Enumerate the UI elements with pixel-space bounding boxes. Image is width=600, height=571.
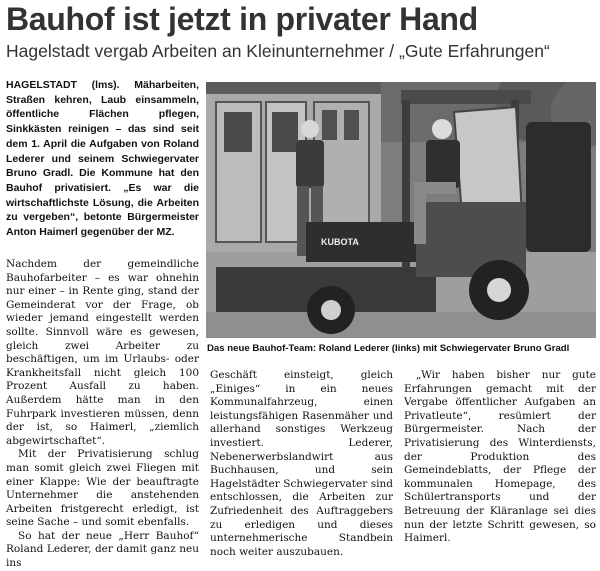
photo-caption: Das neue Bauhof-Team: Roland Lederer (links) mit Schwiegervater Bruno Gradl (207, 343, 570, 354)
headline: Bauhof ist jetzt in privater Hand (6, 1, 478, 37)
paragraph: „Wir haben bisher nur gute Erfahrungen gemacht mit der Vergabe öffentlicher Aufgaben an Privatleute“, resümiert der Bürgermeister. Nach der Privatisierung des Winterdiensts, der Produktion des Gemeindeblatts, der Pflege der kommunalen Homepage, des Schülertransports und der Betreuung der Kläranlage sei dies nun der letzte Schritt gewesen, so Haimerl. (404, 369, 596, 545)
body-column-1 (6, 258, 199, 571)
paragraph: So hat der neue „Herr Bauhof“ Roland Lederer, der damit ganz neu ins (6, 529, 199, 570)
lead-paragraph: HAGELSTADT (lms). Mäharbeiten, Straßen kehren, Laub einsammeln, öffentliche Flächen pflegen, Sinkkästen reinigen – das sind seit dem 1. April die Aufgaben von Roland Lederer und seinem Schwiegervater Bruno Gradl. Die Kommune hat den Bauhof privatisiert. „Es war die wirtschaftlichste Lösung, die Arbeiten zu vergeben“, betonte Bürgermeister Anton Haimerl gegenüber der MZ. (6, 79, 199, 239)
subheadline: Hagelstadt vergab Arbeiten an Kleinunternehmer / „Gute Erfahrungen“ (6, 41, 550, 61)
vehicle-brand: KUBOTA (321, 237, 359, 247)
body-column-2 (210, 369, 393, 559)
photo (206, 82, 596, 338)
paragraph: Nachdem der gemeindliche Bauhofarbeiter – es war ohnehin nur einer – in Rente ging, stand der Gemeinderat vor der Frage, ob wieder jemand eingestellt werden sollte. Sinnvoll wäre es gewesen, gleich zwei Arbeiter zu beschäftigen, um im Urlaubs- oder Krankheitsfall nicht gleich 100 Prozent Ausfall zu haben. Außerdem hätte man in den Fuhrpark investieren müssen, denn der ist, so Haimerl, „ziemlich abgewirtschaftet“. (6, 258, 199, 447)
body-column-3 (404, 369, 596, 546)
paragraph: Geschäft einsteigt, gleich „Einiges“ in ein neues Kommunalfahrzeug, einen leistungsfähigen Rasenmäher und allerhand sonstiges Werkzeug investiert. Lederer, Nebenerwerbslandwirt aus Buchhausen, und sein Hagelstädter Schwiegervater sind entschlossen, die Arbeiten zur Zufriedenheit des Auftraggebers zu erledigen und dieses unternehmerische Standbein noch weiter auszubauen. (210, 369, 393, 558)
paragraph: Mit der Privatisierung schlug man somit gleich zwei Fliegen mit einer Klappe: Wie der beauftragte Unternehmer die anstehenden Arbeiten fristgerecht erledigt, ist seine Sache – und somit ebenfalls. (6, 448, 199, 529)
